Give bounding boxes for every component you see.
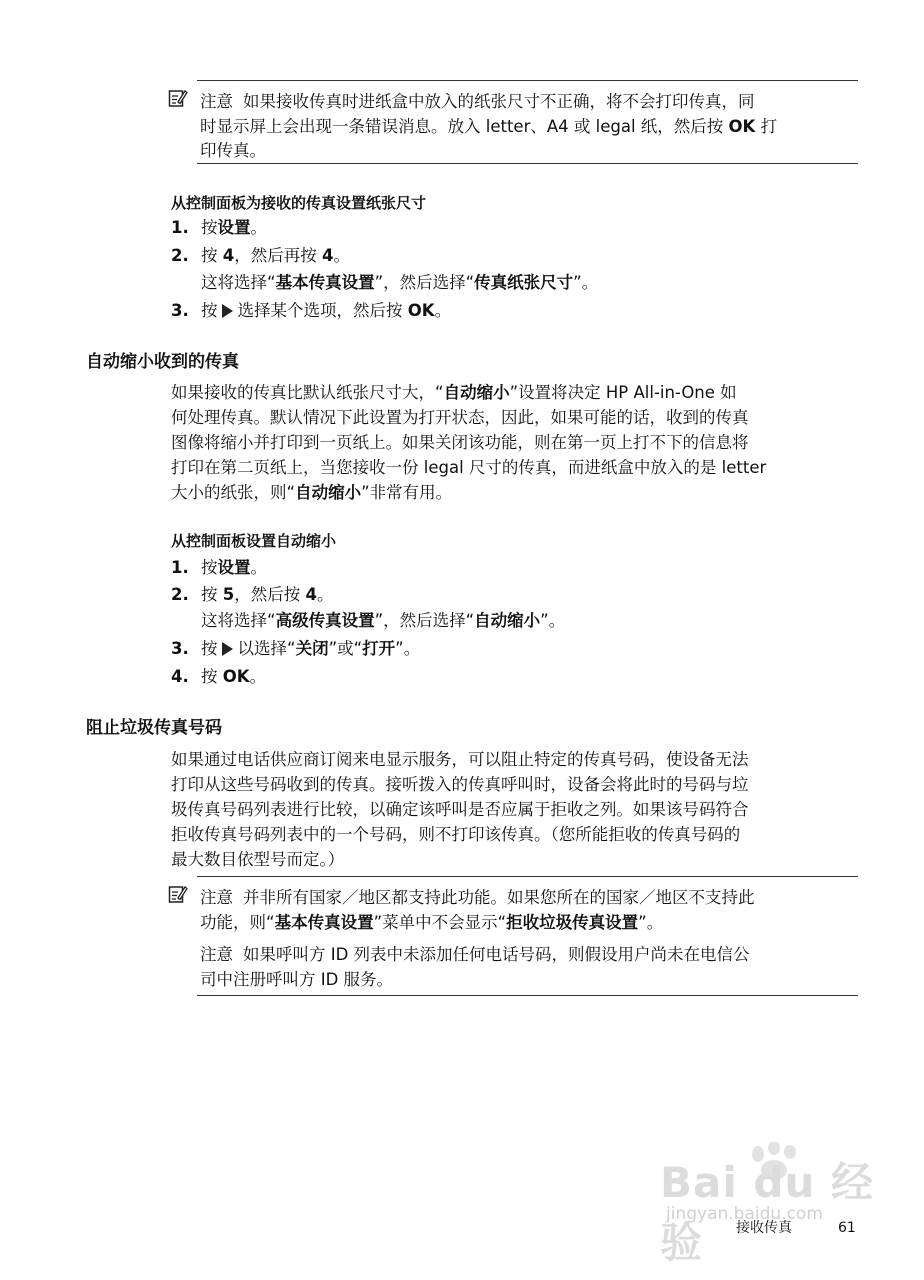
note-box-paper-size (197, 80, 858, 164)
note-label: 注意 (200, 92, 233, 111)
note-line-3: 印传真。 (200, 141, 266, 160)
section-heading-auto-reduce: 自动缩小收到的传真 (86, 352, 239, 372)
procedure-title: 从控制面板为接收的传真设置纸张尺寸 (171, 194, 427, 212)
paragraph-line: 圾传真号码列表进行比较，以确定该呼叫是否应属于拒收之列。如果该号码符合 (171, 800, 749, 819)
note-line-1: 注意 并非所有国家／地区都支持此功能。如果您所在的国家／地区不支持此 (200, 888, 755, 907)
note-line-3: 注意 如果呼叫方 ID 列表中未添加任何电话号码，则假设用户尚未在电信公 (200, 945, 750, 964)
right-arrow-icon (222, 304, 233, 318)
note-label: 注意 (200, 888, 233, 907)
footer-section-name: 接收传真 (736, 1220, 792, 1236)
paragraph-line: 拒收传真号码列表中的一个号码，则不打印该传真。（您所能拒收的传真号码的 (171, 825, 741, 844)
right-arrow-icon (222, 642, 233, 656)
paragraph-line: 最大数目依型号而定。） (171, 850, 345, 869)
step-2-detail: 这将选择“基本传真设置”，然后选择“传真纸张尺寸”。 (201, 273, 599, 292)
note-label: 注意 (200, 945, 233, 964)
note-line-4: 司中注册呼叫方 ID 服务。 (200, 970, 394, 989)
note-icon (168, 88, 188, 108)
watermark-logo: Bai du 经验 (660, 1158, 874, 1267)
manual-page: 注意 如果接收传真时进纸盒中放入的纸张尺寸不正确，将不会打印传真，同 时显示屏上会出现一条错误消息。放入 letter、A4 或 legal 纸，然后按 OK 打 印传真。 从控制面板为接收的传真设置纸张尺寸 1. 按设置。 2. 按 4，然后再按 4。 这将选择“基本传真设置”，然后选择“传真纸张尺寸”。 3. 按 选择某个选项，然后按 OK。 自动缩小收到的传真 如果接收的传真比默认纸张尺寸大，“自动缩小”设置将决定 HP All-in-One 如 何处理传真。默认情况下此设置为打开状态，因此，如果可能的话，收到的传真 图像将缩小并打印到一页纸上。如果关闭该功能，则在第一页上打不下的信息将 打印在第二页纸上，当您接收一份 legal 尺寸的传真，而进纸盒中放入的是 letter 大小的纸张，则“自动缩小”非常有用。 从控制面板设置自动缩小 1. 按设置。 2. 按 5，然后按 4。 这将选择“高级传真设置”，然后选择“自动缩小”。 3. 按 以选择“关闭”或“打开”。 4. 按 OK。 阻止垃圾传真号码 如果通过电话供应商订阅来电显示服务，可以阻止特定的传真号码，使设备无法 打印从这些号码收到的传真。接听拨入的传真呼叫时，设备会将此时的号码与垃 圾传真号码列表进行比较，以确定该呼叫是否应属于拒收之列。如果该号码符合 拒收传真号码列表中的一个号码，则不打印该传真。（您所能拒收的传真号码的 最大数目依型号而定。） 注意 并非所有国家／地区都支持此功能。如果您所在的国家／地区不支持此 功能，则“基本传真设置”菜单中不会显示“拒收垃圾传真设置”。 注意 如果呼叫方 ID 列表中未添加任何电话号码，则假设用户尚未在电信公 司中注册呼叫方 ID 服务。 Bai du 经验 jingyan.baidu.com 接收传真 61 (0, 0, 924, 1280)
page-number: 61 (838, 1220, 856, 1236)
paragraph-line: 何处理传真。默认情况下此设置为打开状态，因此，如果可能的话，收到的传真 (171, 408, 749, 427)
paragraph-line: 大小的纸张，则“自动缩小”非常有用。 (171, 483, 453, 502)
paragraph-line: 打印从这些号码收到的传真。接听拨入的传真呼叫时，设备会将此时的号码与垃 (171, 775, 749, 794)
note-icon (168, 884, 188, 904)
step-2-detail: 这将选择“高级传真设置”，然后选择“自动缩小”。 (201, 611, 566, 630)
note-line-2: 功能，则“基本传真设置”菜单中不会显示“拒收垃圾传真设置”。 (200, 913, 664, 932)
paragraph-line: 图像将缩小并打印到一页纸上。如果关闭该功能，则在第一页上打不下的信息将 (171, 433, 749, 452)
note-box-junk-fax (197, 876, 858, 996)
procedure-title: 从控制面板设置自动缩小 (171, 532, 337, 550)
section-heading-junk-fax: 阻止垃圾传真号码 (86, 718, 222, 738)
paragraph-line: 如果接收的传真比默认纸张尺寸大，“自动缩小”设置将决定 HP All-in-One 如 (171, 383, 737, 402)
paragraph-line: 打印在第二页纸上，当您接收一份 legal 尺寸的传真，而进纸盒中放入的是 letter (171, 458, 767, 477)
note-line-1: 注意 如果接收传真时进纸盒中放入的纸张尺寸不正确，将不会打印传真，同 (200, 92, 755, 111)
note-line-2: 时显示屏上会出现一条错误消息。放入 letter、A4 或 legal 纸，然后按 OK 打 (200, 117, 778, 136)
watermark-url: jingyan.baidu.com (666, 1204, 823, 1224)
paragraph-line: 如果通过电话供应商订阅来电显示服务，可以阻止特定的传真号码，使设备无法 (171, 750, 749, 769)
